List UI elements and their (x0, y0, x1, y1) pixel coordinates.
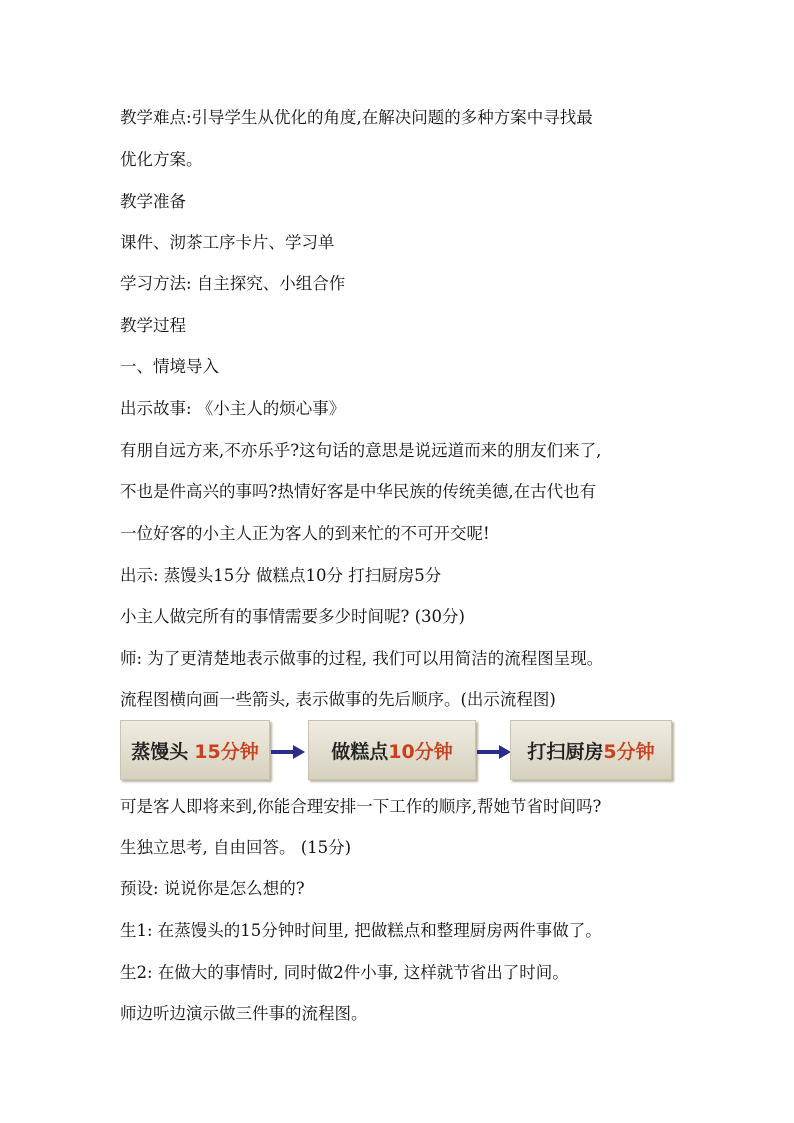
step-task: 打扫厨房 (527, 740, 604, 763)
text-line: 有朋自远方来,不亦乐乎?这句话的意思是说远道而来的朋友们来了, (120, 441, 602, 460)
section-heading: 教学过程 (120, 316, 186, 335)
text-line: 生2: 在做大的事情时, 同时做2件小事, 这样就节省出了时间。 (120, 963, 569, 982)
step-time: 10分钟 (388, 740, 453, 763)
section-heading: 一、情境导入 (120, 357, 219, 376)
text-line: 小主人做完所有的事情需要多少时间呢? (30分) (120, 607, 465, 626)
text-line: 可是客人即将来到,你能合理安排一下工作的顺序,帮她节省时间吗? (120, 797, 602, 816)
text-line: 出示: 蒸馒头15分 做糕点10分 打扫厨房5分 (120, 566, 442, 585)
text-line: 流程图横向画一些箭头, 表示做事的先后顺序。(出示流程图) (120, 690, 556, 709)
text-line: 不也是件高兴的事吗?热情好客是中华民族的传统美德,在古代也有 (120, 482, 597, 501)
text-line: 预设: 说说你是怎么想的? (120, 879, 305, 898)
text-line: 教学难点:引导学生从优化的角度,在解决问题的多种方案中寻找最 (120, 108, 593, 127)
text-line: 课件、沏茶工序卡片、学习单 (120, 233, 335, 252)
text-line: 生1: 在蒸馒头的15分钟时间里, 把做糕点和整理厨房两件事做了。 (120, 921, 602, 940)
arrow-right-icon (270, 744, 306, 760)
text-line: 学习方法: 自主探究、小组合作 (120, 274, 346, 293)
text-line: 生独立思考, 自由回答。 (15分) (120, 838, 352, 857)
step-task: 蒸馒头 (131, 740, 189, 763)
text-line: 出示故事: 《小主人的烦心事》 (120, 399, 346, 418)
flowchart-step-3 (510, 720, 672, 780)
text-line: 师: 为了更清楚地表示做事的过程, 我们可以用简洁的流程图呈现。 (120, 649, 604, 668)
arrow-right-icon (476, 744, 512, 760)
text-line: 优化方案。 (120, 150, 203, 169)
flowchart (120, 720, 672, 782)
text-line: 一位好客的小主人正为客人的到来忙的不可开交呢! (120, 524, 490, 543)
flowchart-step-2 (308, 720, 476, 780)
step-time: 5分钟 (603, 740, 655, 763)
text-line: 师边听边演示做三件事的流程图。 (120, 1004, 368, 1023)
flowchart-step-1 (120, 720, 270, 780)
step-time: 15分钟 (194, 740, 259, 763)
step-task: 做糕点 (331, 740, 389, 763)
section-heading: 教学准备 (120, 192, 186, 211)
